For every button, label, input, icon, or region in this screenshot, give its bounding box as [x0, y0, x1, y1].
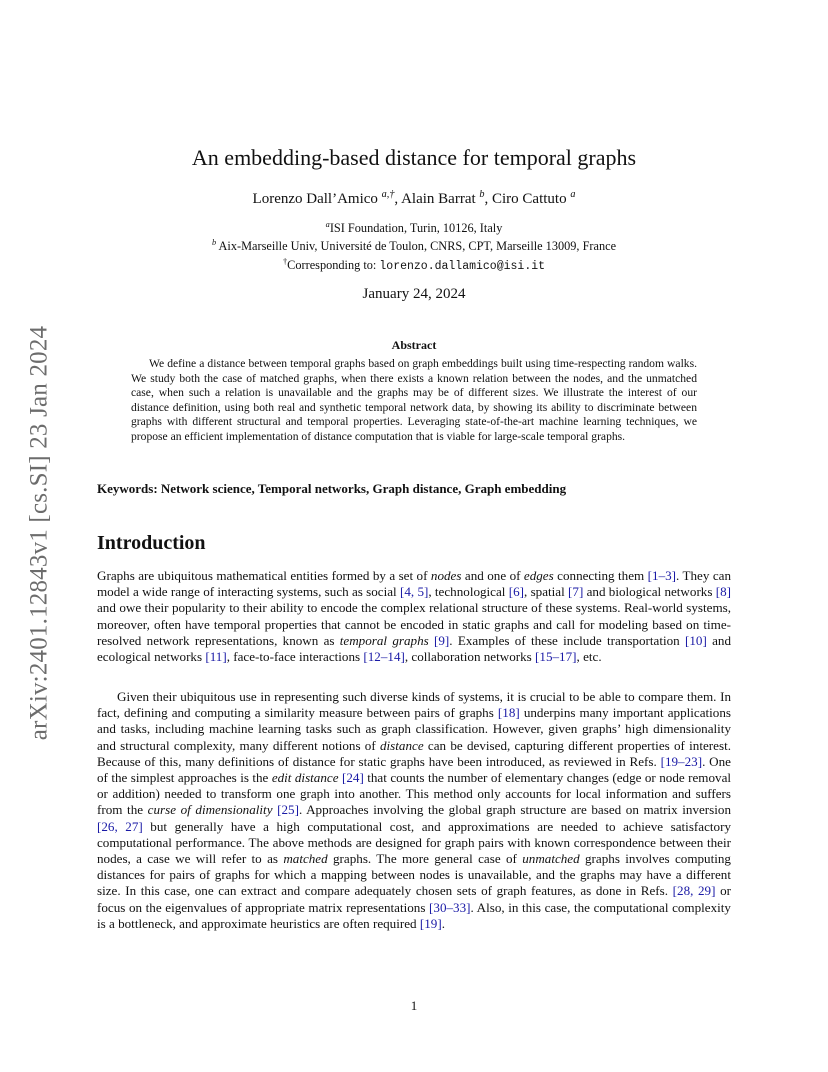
abstract-heading: Abstract	[391, 338, 437, 352]
emphasis: temporal graphs	[339, 632, 429, 648]
citation-link[interactable]: [28, 29]	[672, 883, 716, 899]
citation-link[interactable]: [24]	[341, 770, 364, 786]
citation-link[interactable]: [4, 5]	[399, 584, 429, 600]
text-run: can be devised, capturing different properties of interest. Because of this, many definitions of distance for static graphs have been introduced, as reviewed in Refs.	[97, 737, 731, 769]
emphasis: distance	[380, 737, 424, 753]
author-affiliation-mark: a	[570, 189, 576, 200]
citation-link[interactable]: [26, 27]	[97, 818, 143, 834]
emphasis: edit distance	[271, 770, 339, 786]
citation-link[interactable]: [12–14]	[363, 649, 405, 665]
affiliation-text: Aix-Marseille Univ, Université de Toulon, CNRS, CPT, Marseille 13009, France	[218, 239, 617, 254]
text-run: or focus on the eigenvalues of appropriate matrix representations	[97, 883, 731, 915]
emphasis: matched	[283, 851, 328, 867]
dagger-mark: †	[282, 257, 288, 266]
emphasis: unmatched	[522, 851, 580, 867]
citation-link[interactable]: [10]	[684, 632, 707, 648]
paper-title: An embedding-based distance for temporal graphs	[191, 145, 637, 170]
author-separator: ,	[394, 191, 402, 207]
text-run: , technological	[428, 584, 509, 600]
text-run: . Approaches involving the global graph structure are based on matrix inversion	[298, 802, 731, 818]
author-list	[0, 189, 828, 208]
text-run: connecting them	[553, 568, 648, 583]
page-number: 1	[410, 998, 418, 1013]
text-run: .	[441, 915, 445, 931]
text-run: . They can model a wide range of interacting systems, such as social	[97, 568, 731, 600]
text-run: . Examples of these include transportation	[449, 632, 685, 648]
citation-link[interactable]: [11]	[205, 649, 227, 665]
text-run: and ecological networks	[97, 632, 732, 665]
text-run: , collaboration networks	[404, 649, 536, 665]
text-run: , face-to-face interactions	[226, 649, 364, 665]
text-run: and biological networks	[583, 584, 716, 600]
text-run: Given their ubiquitous use in representing such diverse kinds of systems, it is crucial to be able to compare them. In fact, defining and computing a similarity measure between pairs of graphs	[97, 689, 731, 721]
citation-link[interactable]: [8]	[715, 584, 732, 600]
citation-link[interactable]: [25]	[277, 802, 299, 818]
text-run: , etc.	[576, 649, 602, 665]
text-run: graphs involves computing distances for pairs of graphs for which a mapping between nodes is unavailable, and the graphs may have a different size. In this case, one can extract and compare adequately chosen sets of graph features, as done in Refs.	[97, 851, 731, 899]
paragraph	[97, 568, 731, 665]
text-run: Graphs are ubiquitous mathematical entities formed by a set of	[97, 568, 431, 583]
citation-link[interactable]: [6]	[508, 584, 525, 600]
publication-date: January 24, 2024	[362, 286, 466, 302]
corresponding-label: Corresponding to:	[287, 258, 380, 273]
affiliation-a	[0, 220, 828, 236]
arxiv-identifier: arXiv:2401.12843v1 [cs.SI] 23 Jan 2024	[25, 325, 52, 740]
author-affiliation-mark: a,†	[381, 189, 395, 200]
citation-link[interactable]: [15–17]	[535, 649, 577, 665]
citation-link[interactable]: [19–23]	[660, 753, 703, 769]
emphasis: edges	[523, 568, 554, 583]
affiliation-b	[0, 238, 828, 254]
citation-link[interactable]: [1–3]	[647, 568, 677, 583]
text-run: graphs. The more general case of	[327, 851, 523, 867]
affiliation-mark: a	[325, 220, 330, 229]
corresponding-author	[0, 257, 828, 273]
author-name: Alain Barrat	[401, 191, 476, 207]
section-heading: Introduction	[97, 532, 206, 554]
paragraph	[97, 689, 731, 932]
author-name: Ciro Cattuto	[492, 191, 567, 207]
citation-link[interactable]: [19]	[419, 915, 442, 931]
text-run: , spatial	[524, 584, 569, 600]
text-run: underpins many important applications and tasks, including machine learning tasks such as graph classification. However, given graphs’ high dimensionality and structural complexity, many different notions of	[97, 705, 731, 753]
citation-link[interactable]: [30–33]	[429, 899, 471, 915]
text-run: . Also, in this case, the computational complexity is a bottleneck, and approximate heuristics are often required	[97, 899, 731, 931]
arxiv-stamp	[23, 305, 55, 760]
emphasis: curse of dimensionality	[147, 802, 273, 818]
text-run: and one of	[461, 568, 524, 583]
text-run: and owe their popularity to their ability to encode the complex relational structure of these systems. Real-world systems, moreover, often have temporal properties that cannot be encoded in static graphs and call for modeling based on time-resolved network representations, known as	[97, 600, 731, 648]
citation-link[interactable]: [9]	[434, 632, 450, 648]
author-affiliation-mark: b	[479, 189, 485, 200]
author-separator: ,	[484, 191, 492, 207]
citation-link[interactable]: [18]	[497, 705, 520, 721]
emphasis: nodes	[430, 568, 462, 583]
text-run: that counts the number of elementary changes (edge or node removal or addition) needed to transform one graph into another. This method only accounts for local information and suffers from the	[97, 770, 732, 818]
affiliation-mark: b	[211, 238, 217, 247]
affiliation-text: ISI Foundation, Turin, 10126, Italy	[329, 221, 503, 236]
citation-link[interactable]: [7]	[568, 584, 584, 600]
abstract-text: We define a distance between temporal graphs based on graph embeddings built using time-respecting random walks. We study both the case of matched graphs, when there exists a known relation between the nodes, and the unmatched case, when such a relation is unavailable and the graphs may be of different sizes. We illustrate the interest of our distance definition, using both real and synthetic temporal network data, by showing its ability to discriminate between graphs with different structural and temporal properties. Leveraging state-of-the-art machine learning techniques, we propose an efficient implementation of distance computation that is viable for large-scale temporal graphs.	[131, 357, 697, 443]
author-name: Lorenzo Dall’Amico	[252, 191, 378, 207]
text-run: but generally have a high computational cost, and approximations are needed to achieve satisfactory computational performance. The above methods are designed for graph pairs with known correspondence between their nodes, a case we will refer to as	[97, 818, 731, 867]
keywords: Keywords: Network science, Temporal networks, Graph distance, Graph embedding	[97, 481, 567, 496]
text-run: . One of the simplest approaches is the	[97, 753, 731, 786]
email-link[interactable]: lorenzo.dallamico@isi.it	[379, 260, 546, 274]
